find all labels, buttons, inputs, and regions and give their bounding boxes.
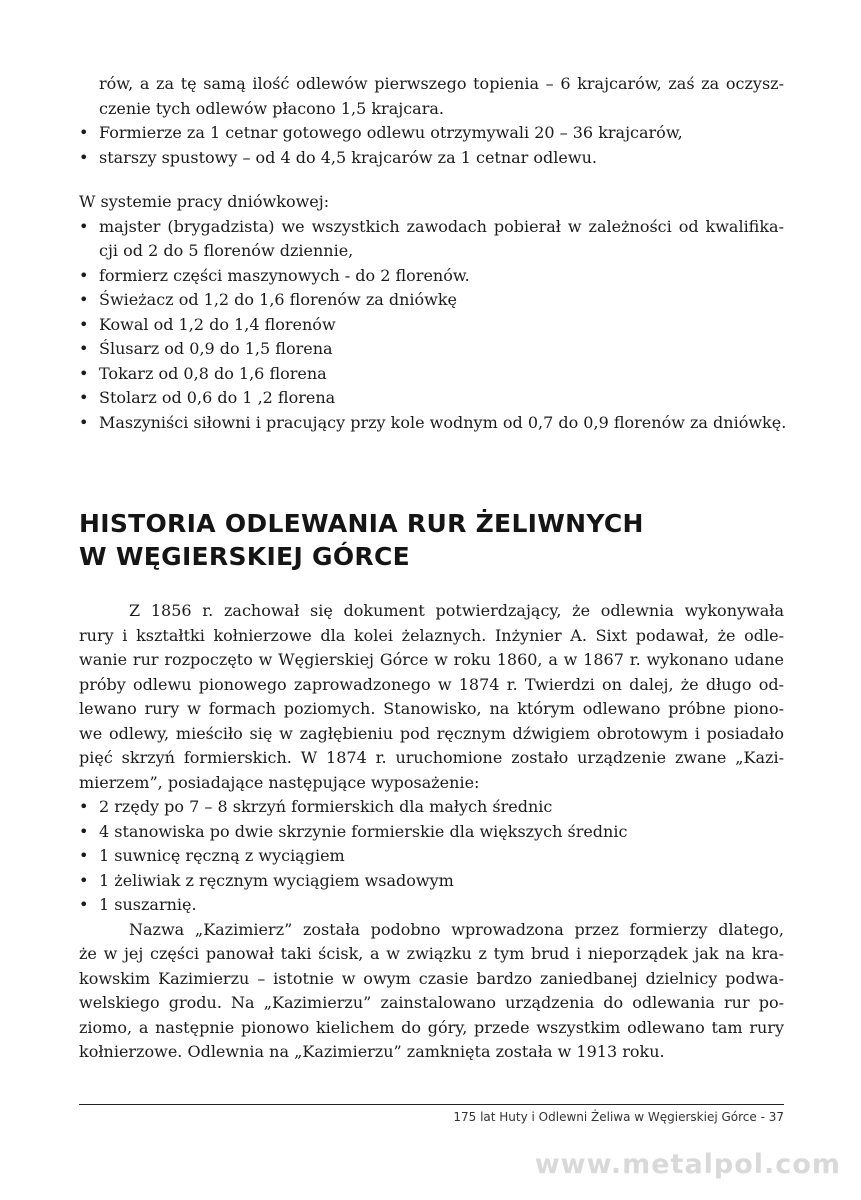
page-footer: 175 lat Huty i Odlewni Żeliwa w Węgierskiej Górce - 37 (453, 1110, 784, 1124)
list-item: • Świeżacz od 1,2 do 1,6 florenów za dniówkę (79, 288, 784, 313)
day-work-section (79, 190, 787, 435)
text-line: rury i kształtki kołnierzowe dla kolei żelaznych. Inżynier A. Sixt podawał, że odle- (79, 625, 784, 645)
text-line: ziomo, a następnie pionowo kielichem do góry, przede wszystkim odlewano tam rury (79, 1017, 784, 1037)
text-line: welskiego grodu. Na „Kazimierzu” zainstalowano urządzenia do odlewania rur po- (79, 993, 784, 1012)
bullet-icon: • (79, 821, 89, 841)
text-line: we odlewy, mieściło się w zagłębieniu pod ręcznym dźwigiem obrotowym i posiadało (79, 723, 784, 743)
document-page (79, 72, 787, 1065)
list-item: • Formierze za 1 cetnar gotowego odlewu otrzymywali 20 – 36 krajcarów, (79, 121, 784, 146)
text-line: czenie tych odlewów płacono 1,5 krajcara. (99, 98, 444, 118)
text-line: Nazwa „Kazimierz” została podobno wprowadzona przez formierzy dlatego, (129, 919, 784, 939)
bullet-list (79, 215, 787, 436)
bullet-icon: • (79, 123, 89, 142)
text-line: że w jej części panował taki ścisk, a w związku z tym brud i nieporządek jak na kra- (79, 944, 784, 963)
bullet-icon: • (79, 147, 89, 167)
bullet-icon: • (79, 363, 89, 383)
text-line: wanie rur rozpoczęto w Węgierskiej Górce w roku 1860, a w 1867 r. wykonano udane (79, 650, 784, 669)
bullet-icon: • (79, 412, 89, 432)
section-heading: HISTORIA ODLEWANIA RUR ŻELIWNYCH W WĘGIERSKIEJ GÓRCE (79, 509, 644, 571)
list-intro: W systemie pracy dniówkowej: (79, 192, 330, 211)
bullet-icon: • (79, 265, 89, 285)
spacer (79, 435, 784, 507)
bullet-icon: • (79, 339, 89, 358)
bullet-list (79, 121, 784, 170)
text-line: mierzem”, posiadające następujące wyposażenie: (79, 772, 480, 792)
list-item: • formierz części maszynowych - do 2 florenów. (79, 264, 784, 289)
paragraph (79, 918, 784, 1065)
list-item: • Ślusarz od 0,9 do 1,5 florena (79, 337, 784, 362)
bullet-icon: • (79, 797, 89, 816)
bullet-icon: • (79, 290, 89, 309)
text-line: próby odlewu pionowego zaprowadzonego w 1874 r. Twierdzi on dalej, że długo od- (79, 674, 784, 694)
paragraph (79, 599, 784, 795)
list-item: • Kowal od 1,2 do 1,4 florenów (79, 313, 784, 338)
top-continuation (79, 72, 784, 170)
list-item: • 2 rzędy po 7 – 8 skrzyń formierskich dla małych średnic (79, 795, 784, 820)
equipment-list (79, 795, 784, 918)
watermark: www.metalpol.com (534, 1149, 841, 1180)
footer-divider (79, 1104, 784, 1105)
list-item: • 4 stanowiska po dwie skrzynie formierskie dla większych średnic (79, 820, 784, 845)
text-line: kołnierzowe. Odlewnia na „Kazimierzu” zamknięta została w 1913 roku. (79, 1042, 665, 1061)
bullet-icon: • (79, 314, 89, 334)
bullet-icon: • (79, 846, 89, 865)
bullet-icon: • (79, 870, 89, 890)
list-item: • Stolarz od 0,6 do 1 ,2 florena (79, 386, 784, 411)
text-line: lewano rury w formach poziomych. Stanowisko, na którym odlewano próbne piono- (79, 699, 784, 718)
bullet-icon: • (79, 895, 89, 914)
text-line: kowskim Kazimierzu – istotnie w owym czasie bardzo zaniedbanej dzielnicy podwa- (79, 968, 784, 988)
list-item: • Maszyniści siłowni i pracujący przy kole wodnym od 0,7 do 0,9 florenów za dniówkę. (79, 411, 784, 436)
list-item: • majster (brygadzista) we wszystkich zawodach pobierał w zależności od kwalifika- cji od 2 do 5 florenów dziennie, (79, 216, 784, 260)
text-line: pięć skrzyń formierskich. W 1874 r. uruchomione zostało urządzenie zwane „Kazi- (79, 748, 784, 767)
bullet-icon: • (79, 216, 89, 236)
spacer (79, 573, 784, 599)
list-item: • 1 suwnicę ręczną z wyciągiem (79, 844, 784, 869)
spacer (79, 170, 784, 190)
list-item: • starszy spustowy – od 4 do 4,5 krajcarów za 1 cetnar odlewu. (79, 146, 784, 171)
list-item: • Tokarz od 0,8 do 1,6 florena (79, 362, 784, 387)
list-item: • 1 suszarnię. (79, 893, 784, 918)
text-line: rów, a za tę samą ilość odlewów pierwszego topienia – 6 krajcarów, zaś za oczysz- (99, 74, 784, 93)
list-item: • 1 żeliwiak z ręcznym wyciągiem wsadowym (79, 869, 784, 894)
text-line: Z 1856 r. zachował się dokument potwierdzający, że odlewnia wykonywała (129, 601, 784, 620)
bullet-icon: • (79, 388, 89, 407)
